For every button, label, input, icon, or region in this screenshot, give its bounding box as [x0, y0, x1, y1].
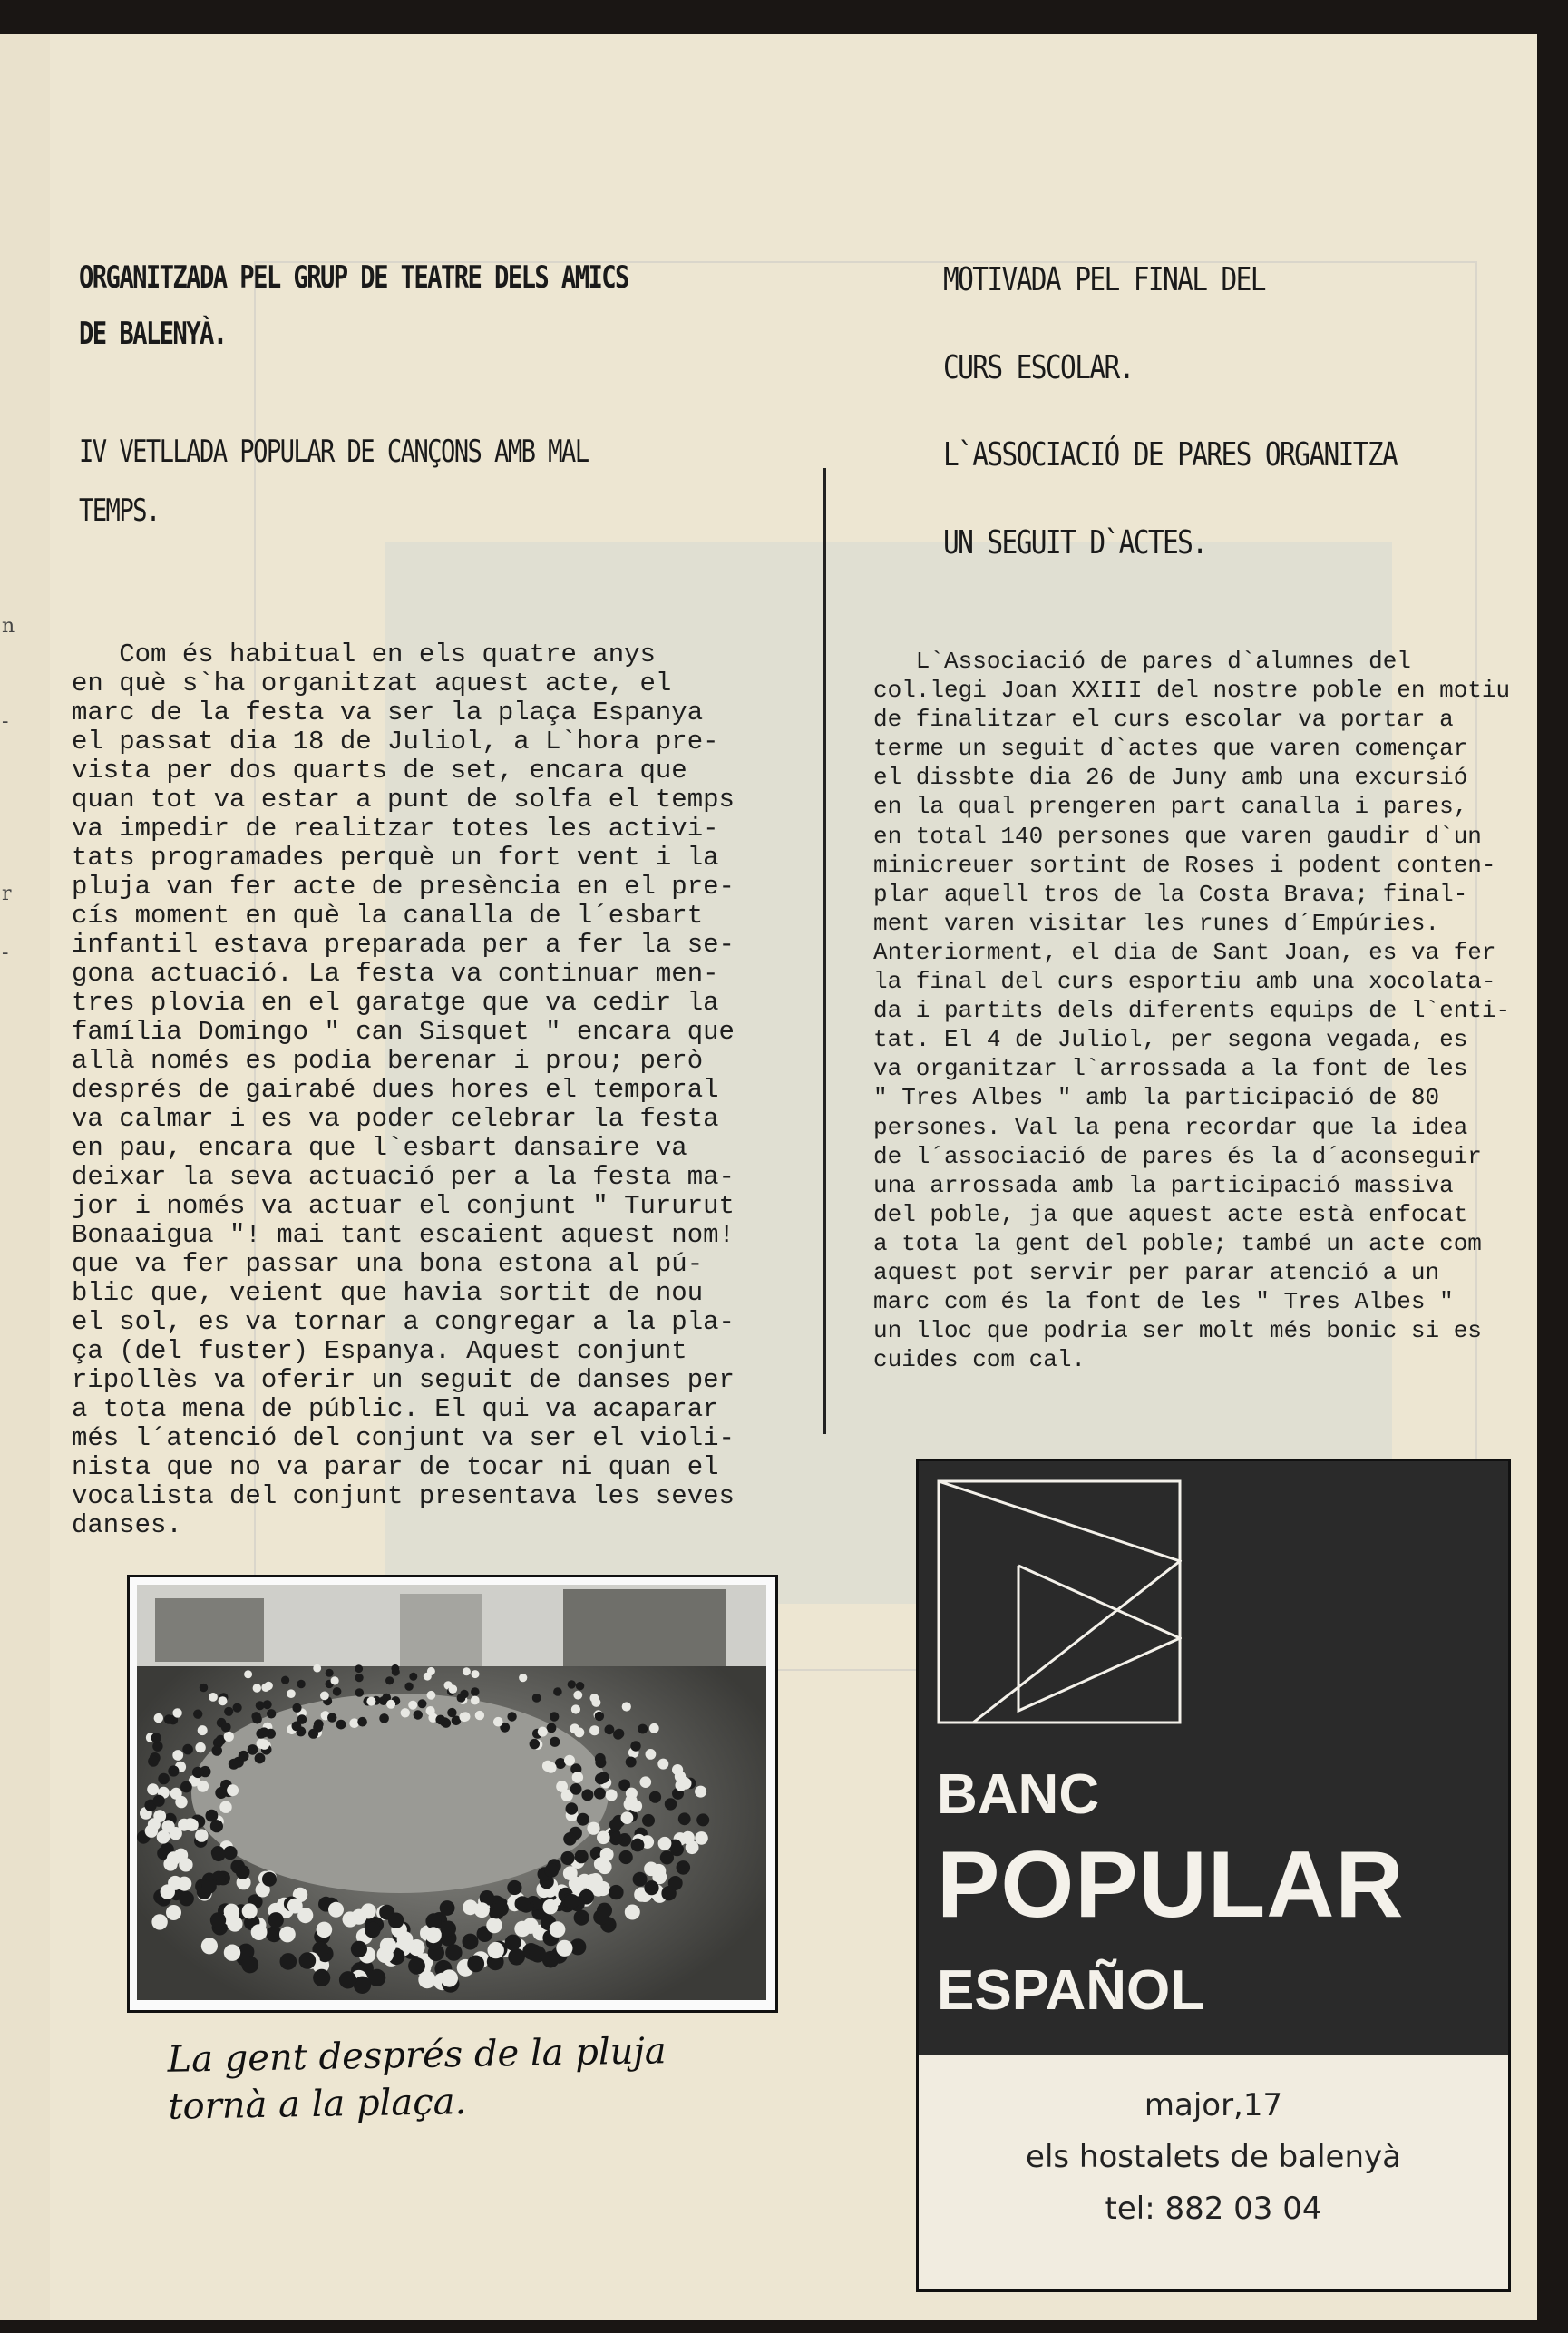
body-line: va organitzar l`arrossada a la font de les	[873, 1055, 1468, 1083]
body-line: deixar la seva actuació per a la festa ma-	[72, 1162, 735, 1192]
body-line: marc com és la font de les " Tres Albes "	[873, 1288, 1454, 1316]
ad-name-line-1: BANC	[937, 1763, 1100, 1826]
body-line: " Tres Albes " amb la participació de 80	[873, 1084, 1440, 1112]
ad-address: major,17	[1144, 2087, 1283, 2123]
body-line: després de gairabé dues hores el temporal	[72, 1075, 719, 1105]
body-line: ripollès va oferir un seguit de danses per	[72, 1365, 735, 1395]
adjacent-page-edge	[0, 34, 50, 2320]
right-article-body	[873, 647, 1510, 1374]
body-line: Com és habitual en els quatre anys	[72, 639, 656, 669]
body-line: vista per dos quarts de set, encara que	[72, 756, 687, 786]
ad-name-line-2: POPULAR	[937, 1832, 1405, 1938]
body-line: L`Associació de pares d`alumnes del	[873, 648, 1411, 675]
bank-advertisement	[916, 1459, 1511, 2292]
body-line: allà només es podia berenar i prou; però	[72, 1046, 704, 1076]
right-title-line: CURS ESCOLAR.	[943, 349, 1134, 386]
right-title-line: L`ASSOCIACIÓ DE PARES ORGANITZA	[943, 436, 1398, 473]
left-article-body	[72, 640, 735, 1540]
body-line: a tota la gent del poble; també un acte com	[873, 1229, 1482, 1257]
right-title-line: UN SEGUIT D`ACTES.	[943, 524, 1207, 561]
body-line: infantil estava preparada per a fer la se-	[72, 930, 735, 960]
right-title-line: MOTIVADA PEL FINAL DEL	[943, 261, 1265, 298]
body-line: cís moment en què la canalla de l´esbart	[72, 901, 704, 931]
body-line: una arrossada amb la participació massiva	[873, 1171, 1454, 1199]
ad-name-line-3: ESPAÑOL	[937, 1959, 1205, 2022]
body-line: plar aquell tros de la Costa Brava; final-	[873, 880, 1468, 908]
body-line: ment varen visitar les runes d´Empúries.	[873, 909, 1440, 937]
body-line: a tota mena de públic. El qui va acaparar	[72, 1394, 719, 1424]
left-title-line: ORGANITZADA PEL GRUP DE TEATRE DELS AMICS	[79, 259, 628, 296]
body-line: en total 140 persones que varen gaudir d`un	[873, 822, 1482, 850]
photo-caption	[167, 2027, 667, 2131]
body-line: el sol, es va tornar a congregar a la pla-	[72, 1307, 735, 1337]
left-subtitle-line: IV VETLLADA POPULAR DE CANÇONS AMB MAL	[79, 434, 589, 470]
margin-mark: r	[2, 883, 12, 905]
column-divider	[823, 468, 826, 1434]
crowd-photo-illustration	[137, 1585, 766, 2000]
body-line: el dissbte dia 26 de Juny amb una excursió	[873, 764, 1468, 792]
body-line: minicreuer sortint de Roses i podent conten-	[873, 851, 1496, 879]
body-line: danses.	[72, 1510, 182, 1540]
ad-contact-panel	[919, 2055, 1508, 2289]
body-line: tats programades perquè un fort vent i la	[72, 843, 719, 873]
left-title-line: DE BALENYÀ.	[79, 316, 227, 352]
body-line: Bonaaigua "! mai tant escaient aquest nom!	[72, 1220, 735, 1250]
crowd-photo	[127, 1575, 778, 2013]
body-line: gona actuació. La festa va continuar men-	[72, 959, 719, 989]
body-line: cuides com cal.	[873, 1346, 1086, 1374]
body-line: de l´associació de pares és la d´aconseguir	[873, 1142, 1482, 1170]
body-line: va impedir de realitzar totes les activi-	[72, 814, 719, 844]
body-line: el passat dia 18 de Juliol, a L`hora pre-	[72, 727, 719, 757]
margin-mark: -	[2, 942, 9, 964]
newsletter-page	[50, 34, 1537, 2320]
body-line: marc de la festa va ser la plaça Espanya	[72, 698, 704, 727]
body-line: tat. El 4 de Juliol, per segona vegada, es	[873, 1026, 1468, 1054]
margin-mark: -	[2, 710, 9, 733]
body-line: va calmar i es va poder celebrar la festa	[72, 1104, 719, 1134]
body-line: tres plovia en el garatge que va cedir la	[72, 988, 719, 1018]
body-line: terme un seguit d`actes que varen començar	[873, 735, 1468, 763]
ad-phone: tel: 882 03 04	[1105, 2191, 1322, 2227]
body-line: col.legi Joan XXIII del nostre poble en motiu	[873, 677, 1511, 705]
body-line: jor i només va actuar el conjunt " Tururut	[72, 1191, 735, 1221]
bank-logo-icon	[937, 1479, 1182, 1724]
body-line: en què s`ha organitzat aquest acte, el	[72, 669, 672, 698]
ad-dark-panel	[919, 1461, 1508, 2055]
body-line: aquest pot servir per parar atenció a un	[873, 1258, 1440, 1286]
body-line: de finalitzar el curs escolar va portar a	[873, 706, 1454, 734]
body-line: en la qual prengeren part canalla i pares,	[873, 793, 1468, 821]
body-line: nista que no va parar de tocar ni quan el	[72, 1452, 719, 1482]
body-line: blic que, veient que havia sortit de nou	[72, 1278, 704, 1308]
body-line: família Domingo " can Sisquet " encara que	[72, 1017, 735, 1047]
body-line: quan tot va estar a punt de solfa el temps	[72, 785, 735, 815]
body-line: la final del curs esportiu amb una xocolata-	[873, 968, 1496, 996]
body-line: vocalista del conjunt presentava les seves	[72, 1481, 735, 1511]
body-line: en pau, encara que l`esbart dansaire va	[72, 1133, 687, 1163]
body-line: persones. Val la pena recordar que la idea	[873, 1113, 1468, 1141]
body-line: pluja van fer acte de presència en el pre-	[72, 872, 735, 902]
left-subtitle-line: TEMPS.	[79, 493, 160, 529]
body-line: da i partits dels diferents equips de l`enti-	[873, 997, 1511, 1025]
body-line: Anteriorment, el dia de Sant Joan, es va fer	[873, 938, 1496, 966]
body-line: un lloc que podria ser molt més bonic si es	[873, 1317, 1482, 1345]
caption-line: tornà a la plaça.	[168, 2081, 467, 2128]
ad-town: els hostalets de balenyà	[1026, 2139, 1401, 2175]
body-line: ça (del fuster) Espanya. Aquest conjunt	[72, 1336, 687, 1366]
margin-mark: n	[2, 615, 15, 638]
caption-line: La gent després de la pluja	[167, 2030, 667, 2081]
body-line: del poble, ja que aquest acte està enfocat	[873, 1200, 1468, 1228]
body-line: més l´atenció del conjunt va ser el violi-	[72, 1423, 735, 1453]
body-line: que va fer passar una bona estona al pú-	[72, 1249, 704, 1279]
